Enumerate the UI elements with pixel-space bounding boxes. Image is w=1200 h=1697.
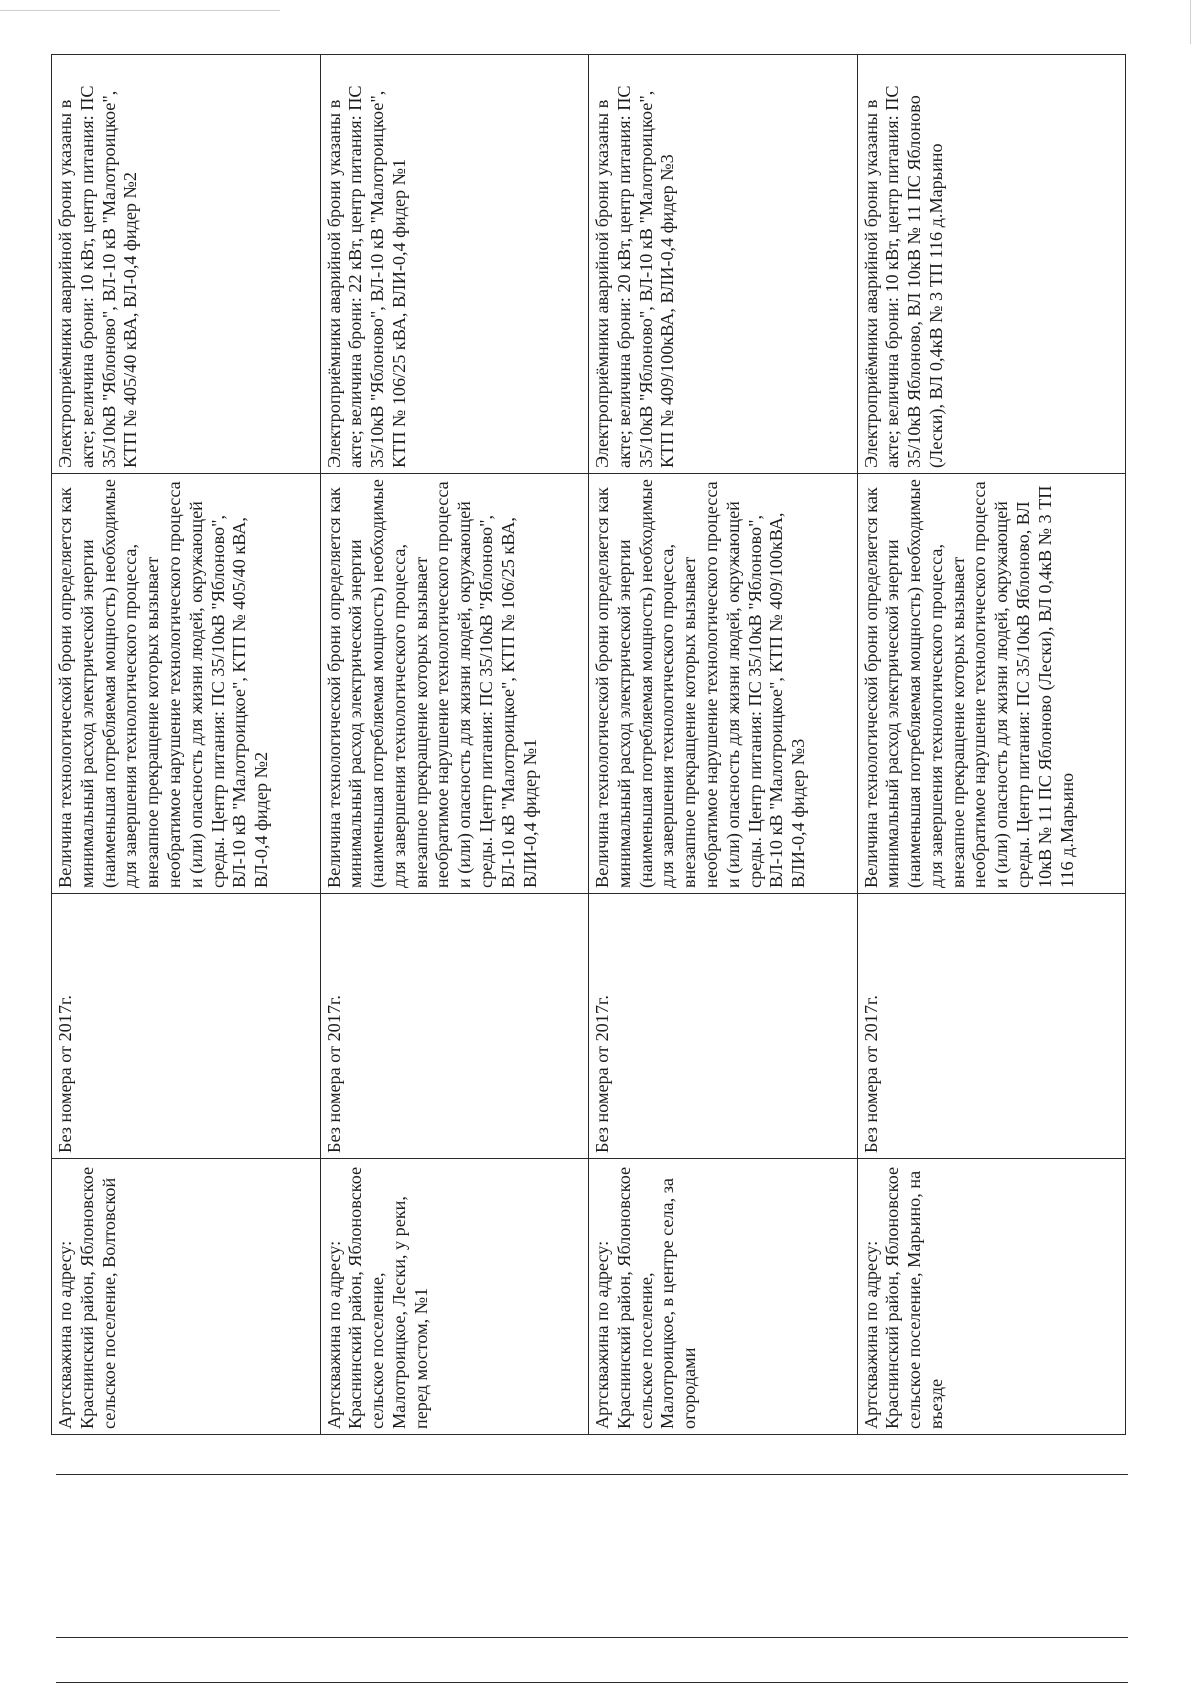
tech-reserve-cell: Величина технологической брони определяется как минимальный расход электрической энергии (наименьшая потребляемая мощность) необходимые для завершения технологического процесса, внезапное прекращение которых вызывает необратимое нарушение технологического процесса и (или) опасность для жизни людей, окружающей среды. Центр питания: ПС 35/10кВ "Яблоново", ВЛ-10 кВ "Малотроицкое", КТП № 106/25 кВА, ВЛИ-0,4 фидер №1	[320, 474, 589, 894]
tech-reserve-cell: Величина технологической брони определяется как минимальный расход электрической энергии (наименьшая потребляемая мощность) необходимые для завершения технологического процесса, внезапное прекращение которых вызывает необратимое нарушение технологического процесса и (или) опасность для жизни людей, окружающей среды. Центр питания: ПС 35/10кВ Яблоново, ВЛ 10кВ № 11 ПС Яблоново (Лески), ВЛ 0,4кВ № 3 ТП 116 д.Марьино	[857, 474, 1126, 894]
table-row	[52, 55, 321, 1435]
address-cell: Артскважина по адресу: Краснинский район, Яблоновское сельское поселение, Волтовской	[52, 1159, 321, 1435]
emergency-reserve-cell: Электроприёмники аварийной брони указаны в акте; величина брони: 20 кВт, центр питания: ПС 35/10кВ "Яблоново", ВЛ-10 кВ "Малотроицкое", КТП № 409/100кВА, ВЛИ-0,4 фидер №3	[589, 55, 858, 474]
address-cell: Артскважина по адресу: Краснинский район, Яблоновское сельское поселение, Малотроицкое, в центре села, за огородами	[589, 1159, 858, 1435]
table-row	[857, 55, 1126, 1435]
page-rule-1	[56, 1474, 1128, 1475]
document-cell: Без номера от 2017г.	[589, 894, 858, 1159]
rotated-table-wrapper	[51, 55, 1126, 1435]
document-cell: Без номера от 2017г.	[320, 894, 589, 1159]
scan-artifact-top-right	[1190, 0, 1191, 44]
emergency-reserve-cell: Электроприёмники аварийной брони указаны в акте; величина брони: 10 кВт, центр питания: ПС 35/10кВ Яблоново, ВЛ 10кВ № 11 ПС Яблоново (Лески), ВЛ 0,4кВ № 3 ТП 116 д.Марьино	[857, 55, 1126, 474]
table-row	[589, 55, 858, 1435]
address-cell: Артскважина по адресу: Краснинский район, Яблоновское сельское поселение, Малотроицкое, Лески, у реки, перед мостом, №1	[320, 1159, 589, 1435]
emergency-reserve-cell: Электроприёмники аварийной брони указаны в акте; величина брони: 22 кВт, центр питания: ПС 35/10кВ "Яблоново", ВЛ-10 кВ "Малотроицкое", КТП № 106/25 кВА, ВЛИ-0,4 фидер №1	[320, 55, 589, 474]
tech-reserve-cell: Величина технологической брони определяется как минимальный расход электрической энергии (наименьшая потребляемая мощность) необходимые для завершения технологического процесса, внезапное прекращение которых вызывает необратимое нарушение технологического процесса и (или) опасность для жизни людей, окружающей среды. Центр питания: ПС 35/10кВ "Яблоново", ВЛ-10 кВ "Малотроицкое", КТП № 409/100кВА, ВЛИ-0,4 фидер №3	[589, 474, 858, 894]
emergency-reserve-cell: Электроприёмники аварийной брони указаны в акте; величина брони: 10 кВт, центр питания: ПС 35/10кВ "Яблоново", ВЛ-10 кВ "Малотроицкое", КТП № 405/40 кВА, ВЛ-0,4 фидер №2	[52, 55, 321, 474]
table-row	[320, 55, 589, 1435]
reserve-table	[51, 54, 1126, 1435]
address-cell: Артскважина по адресу: Краснинский район, Яблоновское сельское поселение, Марьино, на въезде	[857, 1159, 1126, 1435]
page-rule-2	[56, 1637, 1128, 1638]
scan-artifact-top-left	[0, 10, 280, 11]
document-cell: Без номера от 2017г.	[857, 894, 1126, 1159]
page-rule-3	[56, 1682, 1128, 1683]
document-cell: Без номера от 2017г.	[52, 894, 321, 1159]
tech-reserve-cell: Величина технологической брони определяется как минимальный расход электрической энергии (наименьшая потребляемая мощность) необходимые для завершения технологического процесса, внезапное прекращение которых вызывает необратимое нарушение технологического процесса и (или) опасность для жизни людей, окружающей среды. Центр питания: ПС 35/10кВ "Яблоново", ВЛ-10 кВ "Малотроицкое", КТП № 405/40 кВА, ВЛ-0,4 фидер №2	[52, 474, 321, 894]
